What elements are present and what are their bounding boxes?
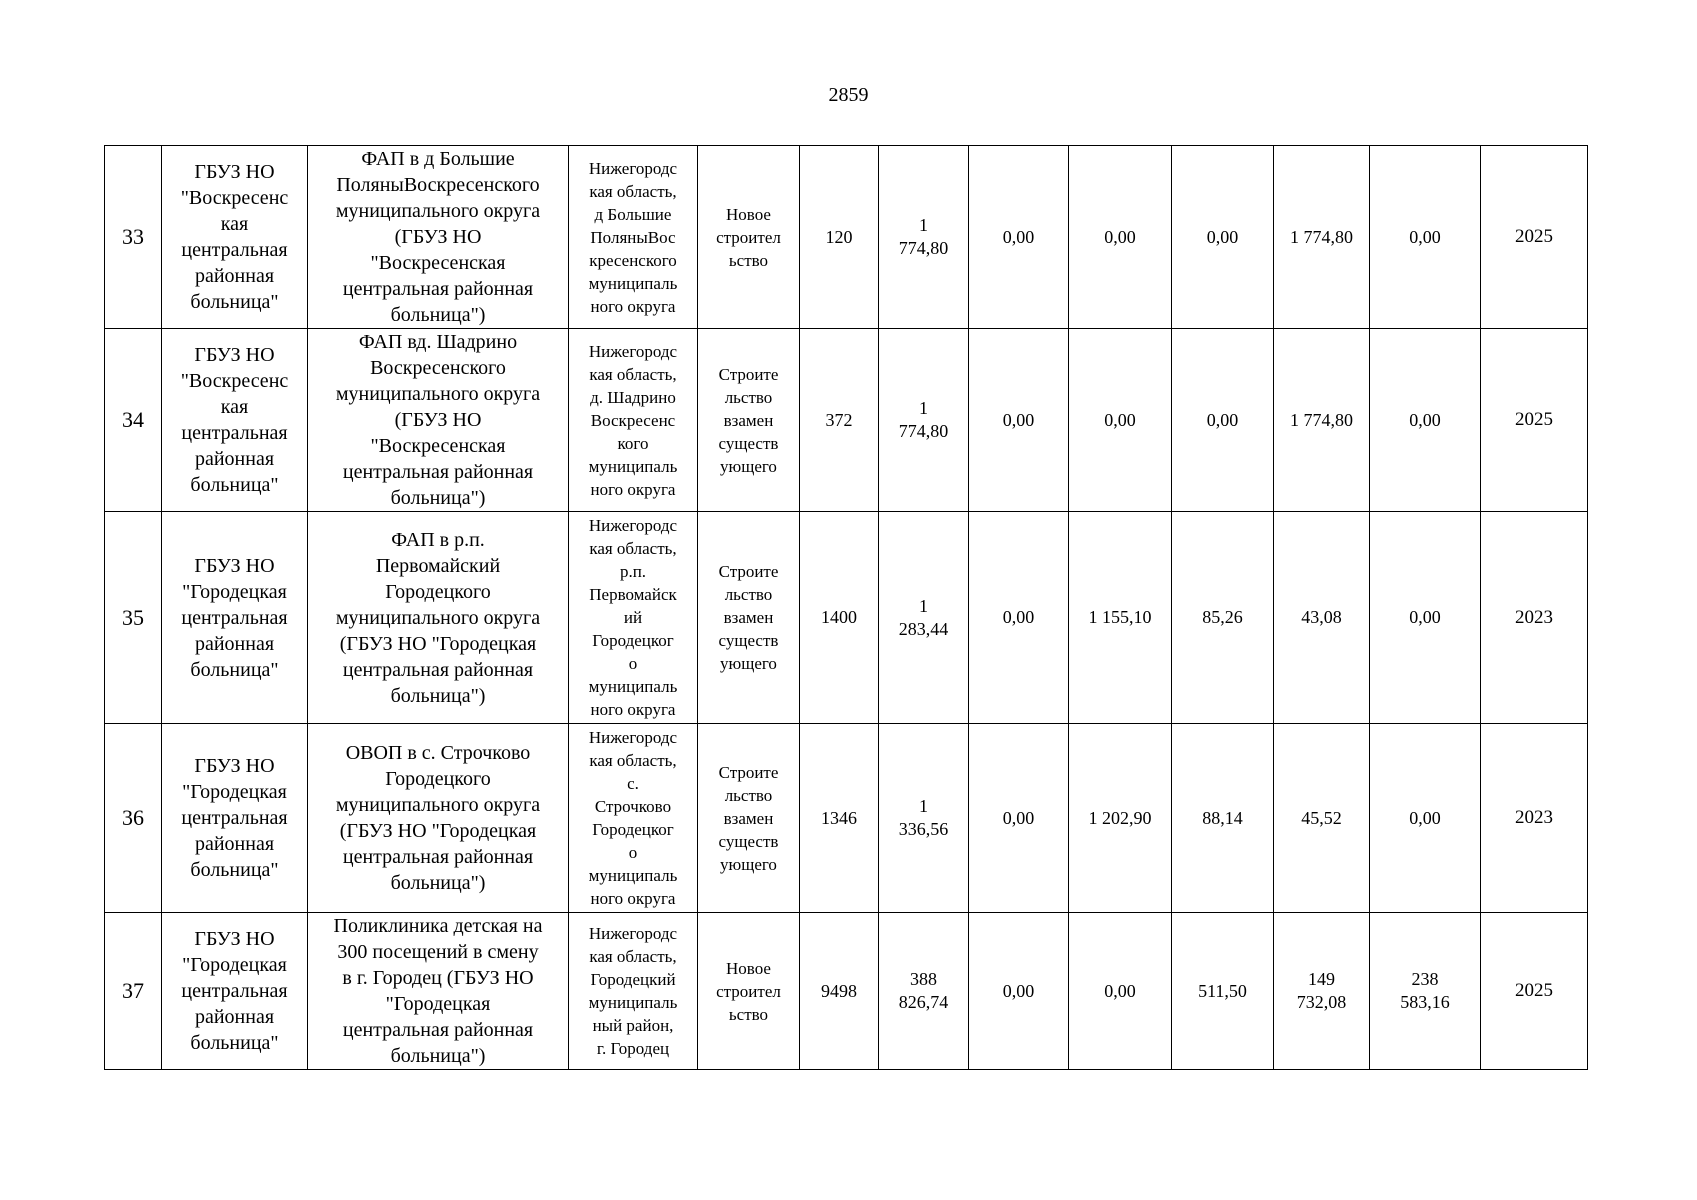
total-cost-value: 1 774,80 <box>898 215 949 258</box>
work-type-cell <box>698 512 800 724</box>
value-cell-3 <box>1172 146 1274 329</box>
table-row <box>105 913 1588 1070</box>
object-text: ФАП в р.п. Первомайский Городецкого муниципального округа (ГБУЗ НО "Городецкая центральная районная больница") <box>335 528 541 707</box>
organization-cell <box>162 913 308 1070</box>
value-cell-1 <box>969 913 1069 1070</box>
year-cell <box>1481 913 1588 1070</box>
year-value: 2025 <box>1515 226 1553 247</box>
table-row <box>105 329 1588 512</box>
row-number: 35 <box>122 604 144 630</box>
total-cost-cell <box>879 146 969 329</box>
object-text: ОВОП в с. Строчково Городецкого муниципального округа (ГБУЗ НО "Городецкая центральная районная больница") <box>335 742 541 894</box>
row-number-cell <box>105 146 162 329</box>
value-1: 0,00 <box>1002 226 1035 247</box>
location-cell <box>569 913 698 1070</box>
location-cell <box>569 146 698 329</box>
object-text: ФАП в д Большие ПоляныВоскресенского муниципального округа (ГБУЗ НО "Воскресенская центральная районная больница") <box>335 148 541 326</box>
object-cell <box>308 329 569 512</box>
organization-cell <box>162 512 308 724</box>
organization-cell <box>162 146 308 329</box>
value-cell-3 <box>1172 724 1274 913</box>
value-1: 0,00 <box>1002 409 1035 430</box>
value-cell-4 <box>1274 146 1370 329</box>
year-cell <box>1481 329 1588 512</box>
organization-text: ГБУЗ НО "Городецкая центральная районная больница" <box>181 554 288 681</box>
location-text: Нижегородс кая область, р.п. Первомайск ий Городецког о муниципаль ного округа <box>588 516 678 719</box>
value-cell-4 <box>1274 329 1370 512</box>
object-cell <box>308 512 569 724</box>
row-number: 37 <box>122 978 144 1003</box>
year-value: 2025 <box>1515 409 1553 430</box>
table-row <box>105 724 1588 913</box>
capacity-value: 9498 <box>821 980 857 1001</box>
value-4: 149 732,08 <box>1296 969 1347 1012</box>
capacity-cell <box>800 913 879 1070</box>
value-5: 238 583,16 <box>1400 969 1450 1012</box>
object-text: ФАП вд. Шадрино Воскресенского муниципального округа (ГБУЗ НО "Воскресенская центральная районная больница") <box>335 331 541 509</box>
location-text: Нижегородс кая область, д. Шадрино Воскресенс кого муниципаль ного округа <box>588 341 678 499</box>
organization-text: ГБУЗ НО "Городецкая центральная районная больница" <box>181 755 288 881</box>
location-text: Нижегородс кая область, Городецкий муниципаль ный район, г. Городец <box>588 924 678 1058</box>
value-cell-3 <box>1172 913 1274 1070</box>
value-cell-2 <box>1069 512 1172 724</box>
total-cost-value: 388 826,74 <box>898 969 949 1012</box>
work-type-text: Новое строител ьство <box>716 958 781 1024</box>
total-cost-value: 1 283,44 <box>898 595 949 639</box>
location-cell <box>569 512 698 724</box>
value-1: 0,00 <box>1002 607 1035 627</box>
year-cell <box>1481 512 1588 724</box>
value-cell-3 <box>1172 512 1274 724</box>
value-4: 45,52 <box>1301 807 1342 828</box>
location-text: Нижегородс кая область, с. Строчково Городецког о муниципаль ного округа <box>588 728 678 908</box>
work-type-text: Строите льство взамен существ ующего <box>718 762 779 874</box>
value-cell-5 <box>1370 329 1481 512</box>
value-2: 0,00 <box>1104 409 1136 430</box>
capacity-value: 1346 <box>821 807 857 828</box>
work-type-text: Новое строител ьство <box>716 204 781 270</box>
value-4: 43,08 <box>1301 607 1342 627</box>
object-cell <box>308 724 569 913</box>
year-value: 2025 <box>1515 980 1553 1001</box>
work-type-cell <box>698 329 800 512</box>
value-2: 0,00 <box>1104 226 1136 247</box>
total-cost-cell <box>879 913 969 1070</box>
value-3: 0,00 <box>1206 226 1239 247</box>
total-cost-value: 1 774,80 <box>898 398 949 441</box>
value-2: 1 202,90 <box>1088 807 1152 828</box>
value-cell-4 <box>1274 512 1370 724</box>
table-row <box>105 512 1588 724</box>
location-text: Нижегородс кая область, д Большие ПоляныВос кресенского муниципаль ного округа <box>588 158 678 316</box>
organization-cell <box>162 329 308 512</box>
year-value: 2023 <box>1515 606 1553 628</box>
value-1: 0,00 <box>1002 807 1035 828</box>
location-cell <box>569 329 698 512</box>
location-cell <box>569 724 698 913</box>
investment-objects-table <box>104 145 1588 1070</box>
row-number-cell <box>105 512 162 724</box>
value-3: 88,14 <box>1202 807 1243 828</box>
value-cell-4 <box>1274 913 1370 1070</box>
capacity-value: 120 <box>825 226 853 247</box>
value-1: 0,00 <box>1002 980 1035 1001</box>
row-number-cell <box>105 724 162 913</box>
row-number-cell <box>105 329 162 512</box>
capacity-cell <box>800 512 879 724</box>
capacity-cell <box>800 146 879 329</box>
object-cell <box>308 913 569 1070</box>
organization-text: ГБУЗ НО "Городецкая центральная районная больница" <box>181 928 288 1054</box>
object-cell <box>308 146 569 329</box>
total-cost-cell <box>879 329 969 512</box>
value-cell-1 <box>969 329 1069 512</box>
value-3: 511,50 <box>1198 980 1247 1001</box>
year-value: 2023 <box>1515 807 1553 828</box>
value-cell-2 <box>1069 146 1172 329</box>
work-type-cell <box>698 146 800 329</box>
value-cell-5 <box>1370 913 1481 1070</box>
value-2: 1 155,10 <box>1088 607 1152 627</box>
value-cell-3 <box>1172 329 1274 512</box>
value-cell-4 <box>1274 724 1370 913</box>
total-cost-cell <box>879 512 969 724</box>
year-cell <box>1481 724 1588 913</box>
value-cell-2 <box>1069 724 1172 913</box>
row-number: 36 <box>122 805 144 830</box>
value-cell-1 <box>969 724 1069 913</box>
work-type-text: Строите льство взамен существ ующего <box>718 562 779 673</box>
object-text: Поликлиника детская на 300 посещений в смену в г. Городец (ГБУЗ НО "Городецкая центральная районная больница") <box>333 915 543 1067</box>
capacity-value: 1400 <box>821 607 857 627</box>
value-cell-5 <box>1370 146 1481 329</box>
value-cell-1 <box>969 512 1069 724</box>
value-2: 0,00 <box>1104 980 1136 1001</box>
year-cell <box>1481 146 1588 329</box>
value-5: 0,00 <box>1409 226 1441 247</box>
value-5: 0,00 <box>1409 807 1441 828</box>
work-type-cell <box>698 913 800 1070</box>
value-cell-5 <box>1370 724 1481 913</box>
row-number: 33 <box>122 224 144 249</box>
value-cell-1 <box>969 146 1069 329</box>
value-cell-2 <box>1069 329 1172 512</box>
value-3: 85,26 <box>1202 607 1243 627</box>
row-number-cell <box>105 913 162 1070</box>
value-5: 0,00 <box>1409 409 1441 430</box>
capacity-value: 372 <box>825 409 853 430</box>
total-cost-cell <box>879 724 969 913</box>
value-4: 1 774,80 <box>1290 226 1353 247</box>
value-cell-5 <box>1370 512 1481 724</box>
work-type-cell <box>698 724 800 913</box>
organization-text: ГБУЗ НО "Воскресенс кая центральная районная больница" <box>180 161 289 313</box>
capacity-cell <box>800 724 879 913</box>
value-4: 1 774,80 <box>1290 409 1353 430</box>
page-number: 2859 <box>828 84 869 106</box>
value-3: 0,00 <box>1206 409 1239 430</box>
table-row <box>105 146 1588 329</box>
organization-text: ГБУЗ НО "Воскресенс кая центральная районная больница" <box>180 344 289 496</box>
total-cost-value: 1 336,56 <box>898 796 949 839</box>
capacity-cell <box>800 329 879 512</box>
value-5: 0,00 <box>1409 607 1441 627</box>
row-number: 34 <box>122 407 144 432</box>
value-cell-2 <box>1069 913 1172 1070</box>
organization-cell <box>162 724 308 913</box>
work-type-text: Строите льство взамен существ ующего <box>718 364 779 476</box>
